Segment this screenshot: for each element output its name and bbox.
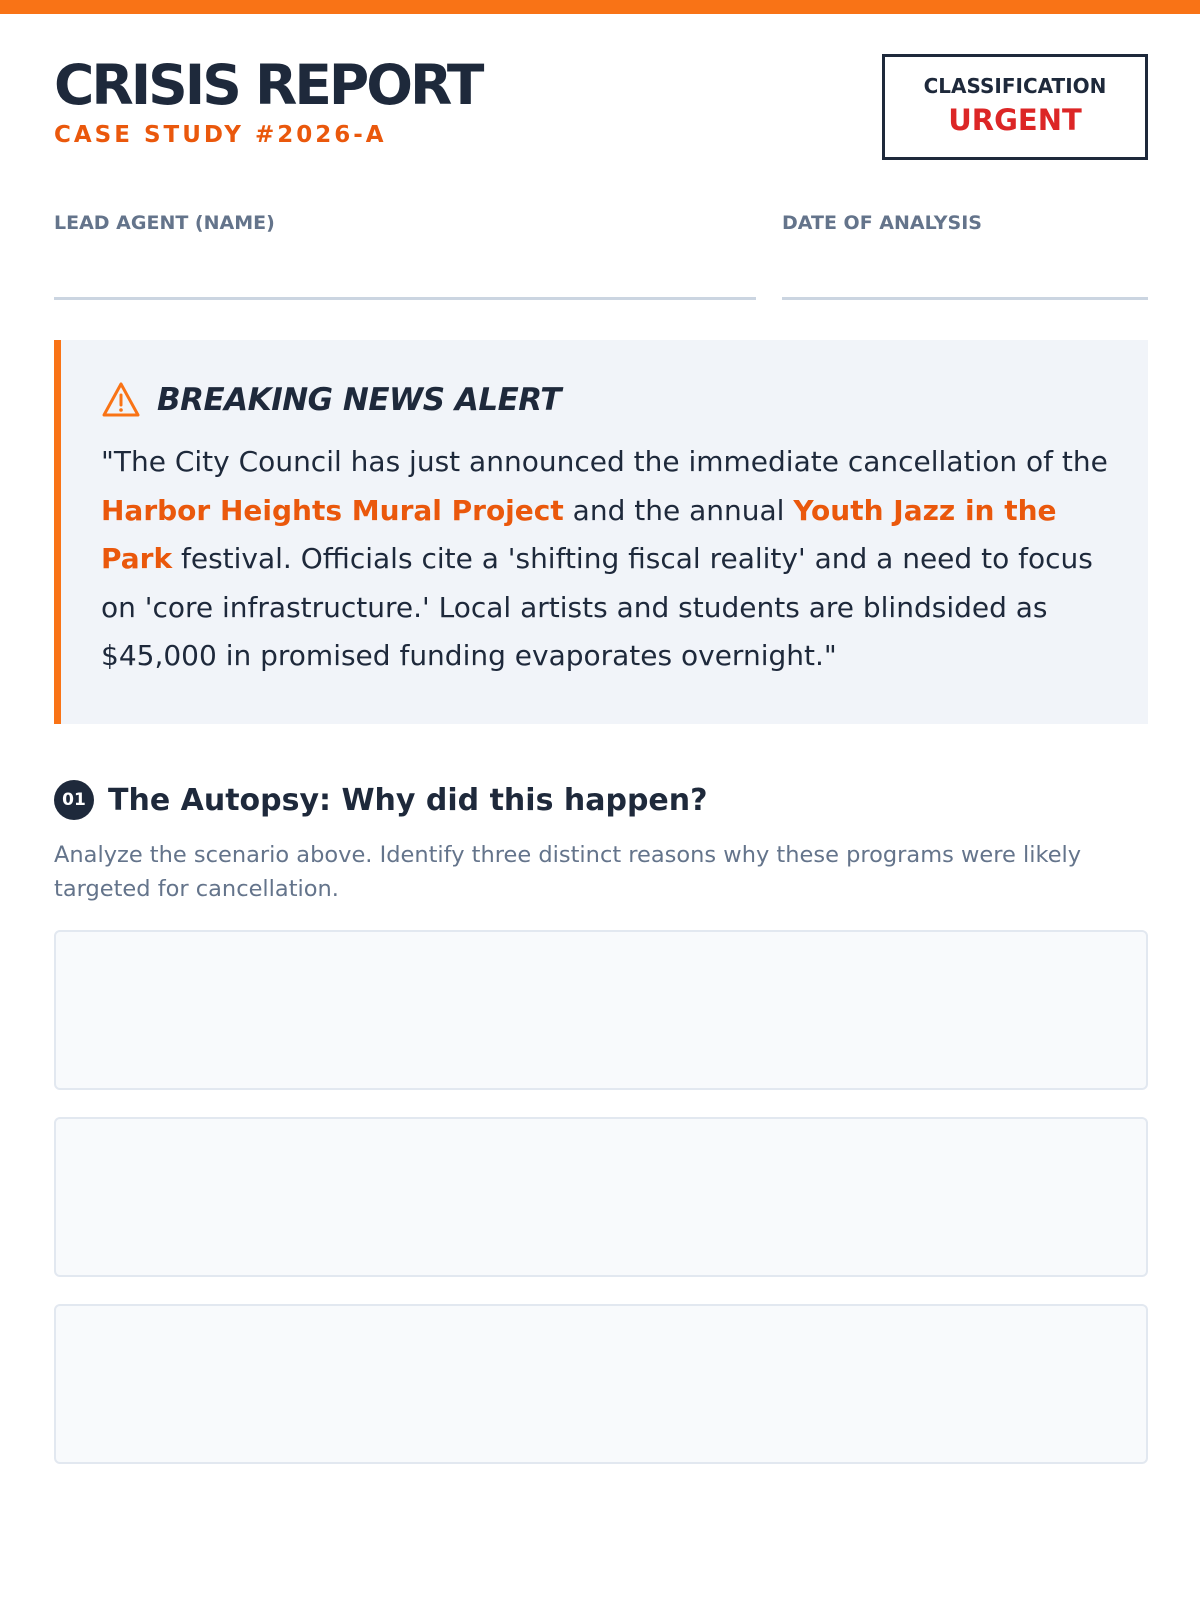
date-of-analysis-label: DATE OF ANALYSIS (782, 212, 982, 234)
date-of-analysis-field[interactable] (782, 212, 1148, 300)
report-title: CRISIS REPORT (54, 53, 482, 117)
alert-header (101, 380, 1108, 420)
alert-text-part: and the annual (563, 493, 794, 527)
highlight-mural-project: Harbor Heights Mural Project (101, 493, 564, 527)
lead-agent-label: LEAD AGENT (NAME) (54, 212, 275, 234)
answer-box-2[interactable] (54, 1117, 1148, 1277)
section-header (54, 780, 1148, 820)
section-title: The Autopsy: Why did this happen? (108, 782, 708, 818)
report-header (54, 54, 1148, 164)
highlight-jazz-festival: Youth Jazz in the Park (101, 493, 1057, 575)
section-autopsy (54, 780, 1148, 906)
breaking-news-alert (54, 340, 1148, 724)
top-accent-bar (0, 0, 1200, 14)
warning-triangle-icon (101, 381, 141, 419)
alert-quote (101, 438, 1108, 681)
classification-box (882, 54, 1148, 160)
section-number-badge: 01 (54, 780, 94, 820)
student-info-fields (54, 212, 1148, 302)
answer-box-1[interactable] (54, 930, 1148, 1090)
alert-text-part: "The City Council has just announced the immediate cancellation of the (101, 445, 1108, 478)
classification-label: CLASSIFICATION (923, 74, 1107, 98)
lead-agent-field[interactable] (54, 212, 756, 300)
case-study-id: CASE STUDY #2026-A (54, 122, 387, 148)
section-instructions: Analyze the scenario above. Identify three distinct reasons why these programs were likely targeted for cancellation. (54, 842, 1082, 902)
alert-title: BREAKING NEWS ALERT (157, 382, 561, 418)
alert-text-part: festival. Officials cite a 'shifting fiscal reality' and a need to focus on 'core infrastructure.' Local artists and students are blindsided as $45,000 in promised funding evaporates overnight." (101, 542, 1093, 672)
classification-value: URGENT (948, 103, 1082, 137)
answer-box-3[interactable] (54, 1304, 1148, 1464)
